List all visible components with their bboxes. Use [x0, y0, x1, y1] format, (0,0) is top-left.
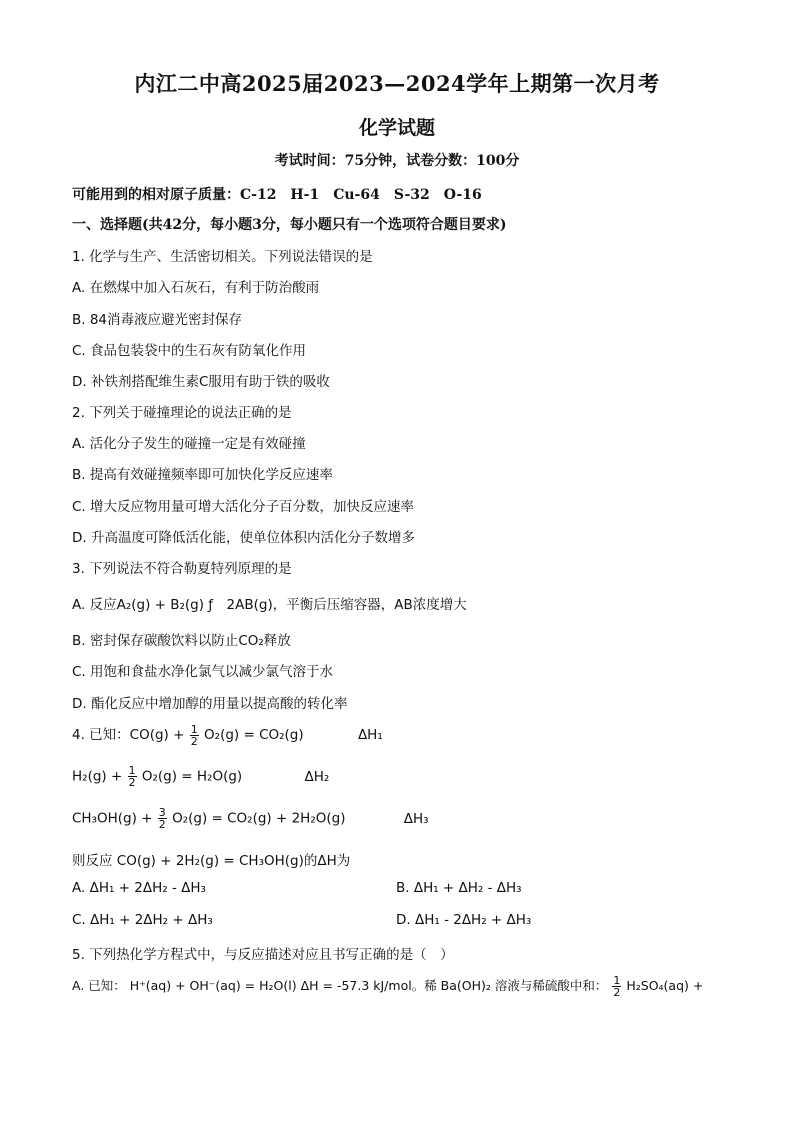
q2-option-a: A. 活化分子发生的碰撞一定是有效碰撞: [72, 436, 306, 452]
q4-stem-prefix: 4. 已知：CO(g) +: [72, 727, 185, 743]
q3-option-d: D. 酯化反应中增加醇的用量以提高酸的转化率: [72, 696, 348, 712]
q4-eq3-rest: O₂(g) = CO₂(g) + 2H₂O(g): [172, 810, 346, 827]
q3-stem: 3. 下列说法不符合勒夏特列原理的是: [72, 561, 292, 577]
q4-eq2-prefix: H₂(g) +: [72, 768, 123, 785]
q1-option-d: D. 补铁剂搭配维生素C服用有助于铁的吸收: [72, 374, 330, 390]
q5-option-a-text: A. 已知： H⁺(aq) + OH⁻(aq) = H₂O(l) ΔH = -57.3 kJ/mol。稀 Ba(OH)₂ 溶液与稀硫酸中和：: [72, 978, 608, 993]
q4-option-d: D. ΔH₁ - 2ΔH₂ + ΔH₃: [396, 912, 532, 928]
q4-option-c: C. ΔH₁ + 2ΔH₂ + ΔH₃: [72, 912, 213, 928]
section-heading: 一、选择题(共42分，每小题3分，每小题只有一个选项符合题目要求): [72, 217, 507, 233]
exam-info: 考试时间：75分钟，试卷分数：100分: [274, 153, 520, 169]
q1-option-c: C. 食品包装袋中的生石灰有防氧化作用: [72, 343, 307, 359]
fraction-three-halves: $\frac{3}{2}$: [158, 806, 166, 831]
q4-dh3: ΔH₃: [403, 810, 429, 827]
q3-option-b: B. 密封保存碳酸饮料以防止CO₂释放: [72, 633, 291, 649]
q4-dh1: ΔH₁: [357, 727, 383, 743]
q1-option-b: B. 84消毒液应避光密封保存: [72, 312, 243, 328]
q1-stem: 1. 化学与生产、生活密切相关。下列说法错误的是: [72, 249, 373, 265]
fraction-half: $\frac{1}{2}$: [613, 974, 621, 999]
exam-title: 内江二中高2025届2023—2024学年上期第一次月考: [134, 71, 660, 96]
q4-equation-3: [72, 807, 429, 830]
exam-subtitle: 化学试题: [358, 117, 435, 139]
q4-question: 则反应 CO(g) + 2H₂(g) = CH₃OH(g)的ΔH为: [72, 853, 351, 869]
q4-equation-2: [72, 765, 329, 788]
q4-eq1-rest: O₂(g) = CO₂(g): [204, 727, 304, 743]
q4-eq2-rest: O₂(g) = H₂O(g): [141, 768, 243, 785]
q2-option-c: C. 增大反应物用量可增大活化分子百分数，加快反应速率: [72, 499, 415, 515]
atomic-masses: 可能用到的相对原子质量：C-12 H-1 Cu-64 S-32 O-16: [72, 187, 482, 203]
fraction-half: $\frac{1}{2}$: [190, 722, 198, 748]
q3-option-c: C. 用饱和食盐水净化氯气以减少氯气溶于水: [72, 664, 334, 680]
q4-option-a: A. ΔH₁ + 2ΔH₂ - ΔH₃: [72, 880, 206, 896]
fraction-half: $\frac{1}{2}$: [128, 764, 136, 789]
q4-eq3-prefix: CH₃OH(g) +: [72, 810, 153, 827]
q4-equation-1: [72, 723, 383, 747]
q4-dh2: ΔH₂: [304, 768, 330, 785]
q5-option-a-suffix: H₂SO₄(aq) +: [626, 978, 704, 993]
q4-option-b: B. ΔH₁ + ΔH₂ - ΔH₃: [396, 880, 522, 896]
q2-option-b: B. 提高有效碰撞频率即可加快化学反应速率: [72, 467, 333, 483]
q3-option-a: A. 反应A₂(g) + B₂(g) ƒ 2AB(g)，平衡后压缩容器，AB浓度增大: [72, 597, 467, 613]
q2-option-d: D. 升高温度可降低活化能，使单位体积内活化分子数增多: [72, 530, 415, 546]
q5-stem: 5. 下列热化学方程式中，与反应描述对应且书写正确的是（ ）: [72, 947, 454, 963]
q1-option-a: A. 在燃煤中加入石灰石，有利于防治酸雨: [72, 280, 320, 296]
q5-option-a: [72, 975, 703, 998]
q2-stem: 2. 下列关于碰撞理论的说法正确的是: [72, 405, 292, 421]
